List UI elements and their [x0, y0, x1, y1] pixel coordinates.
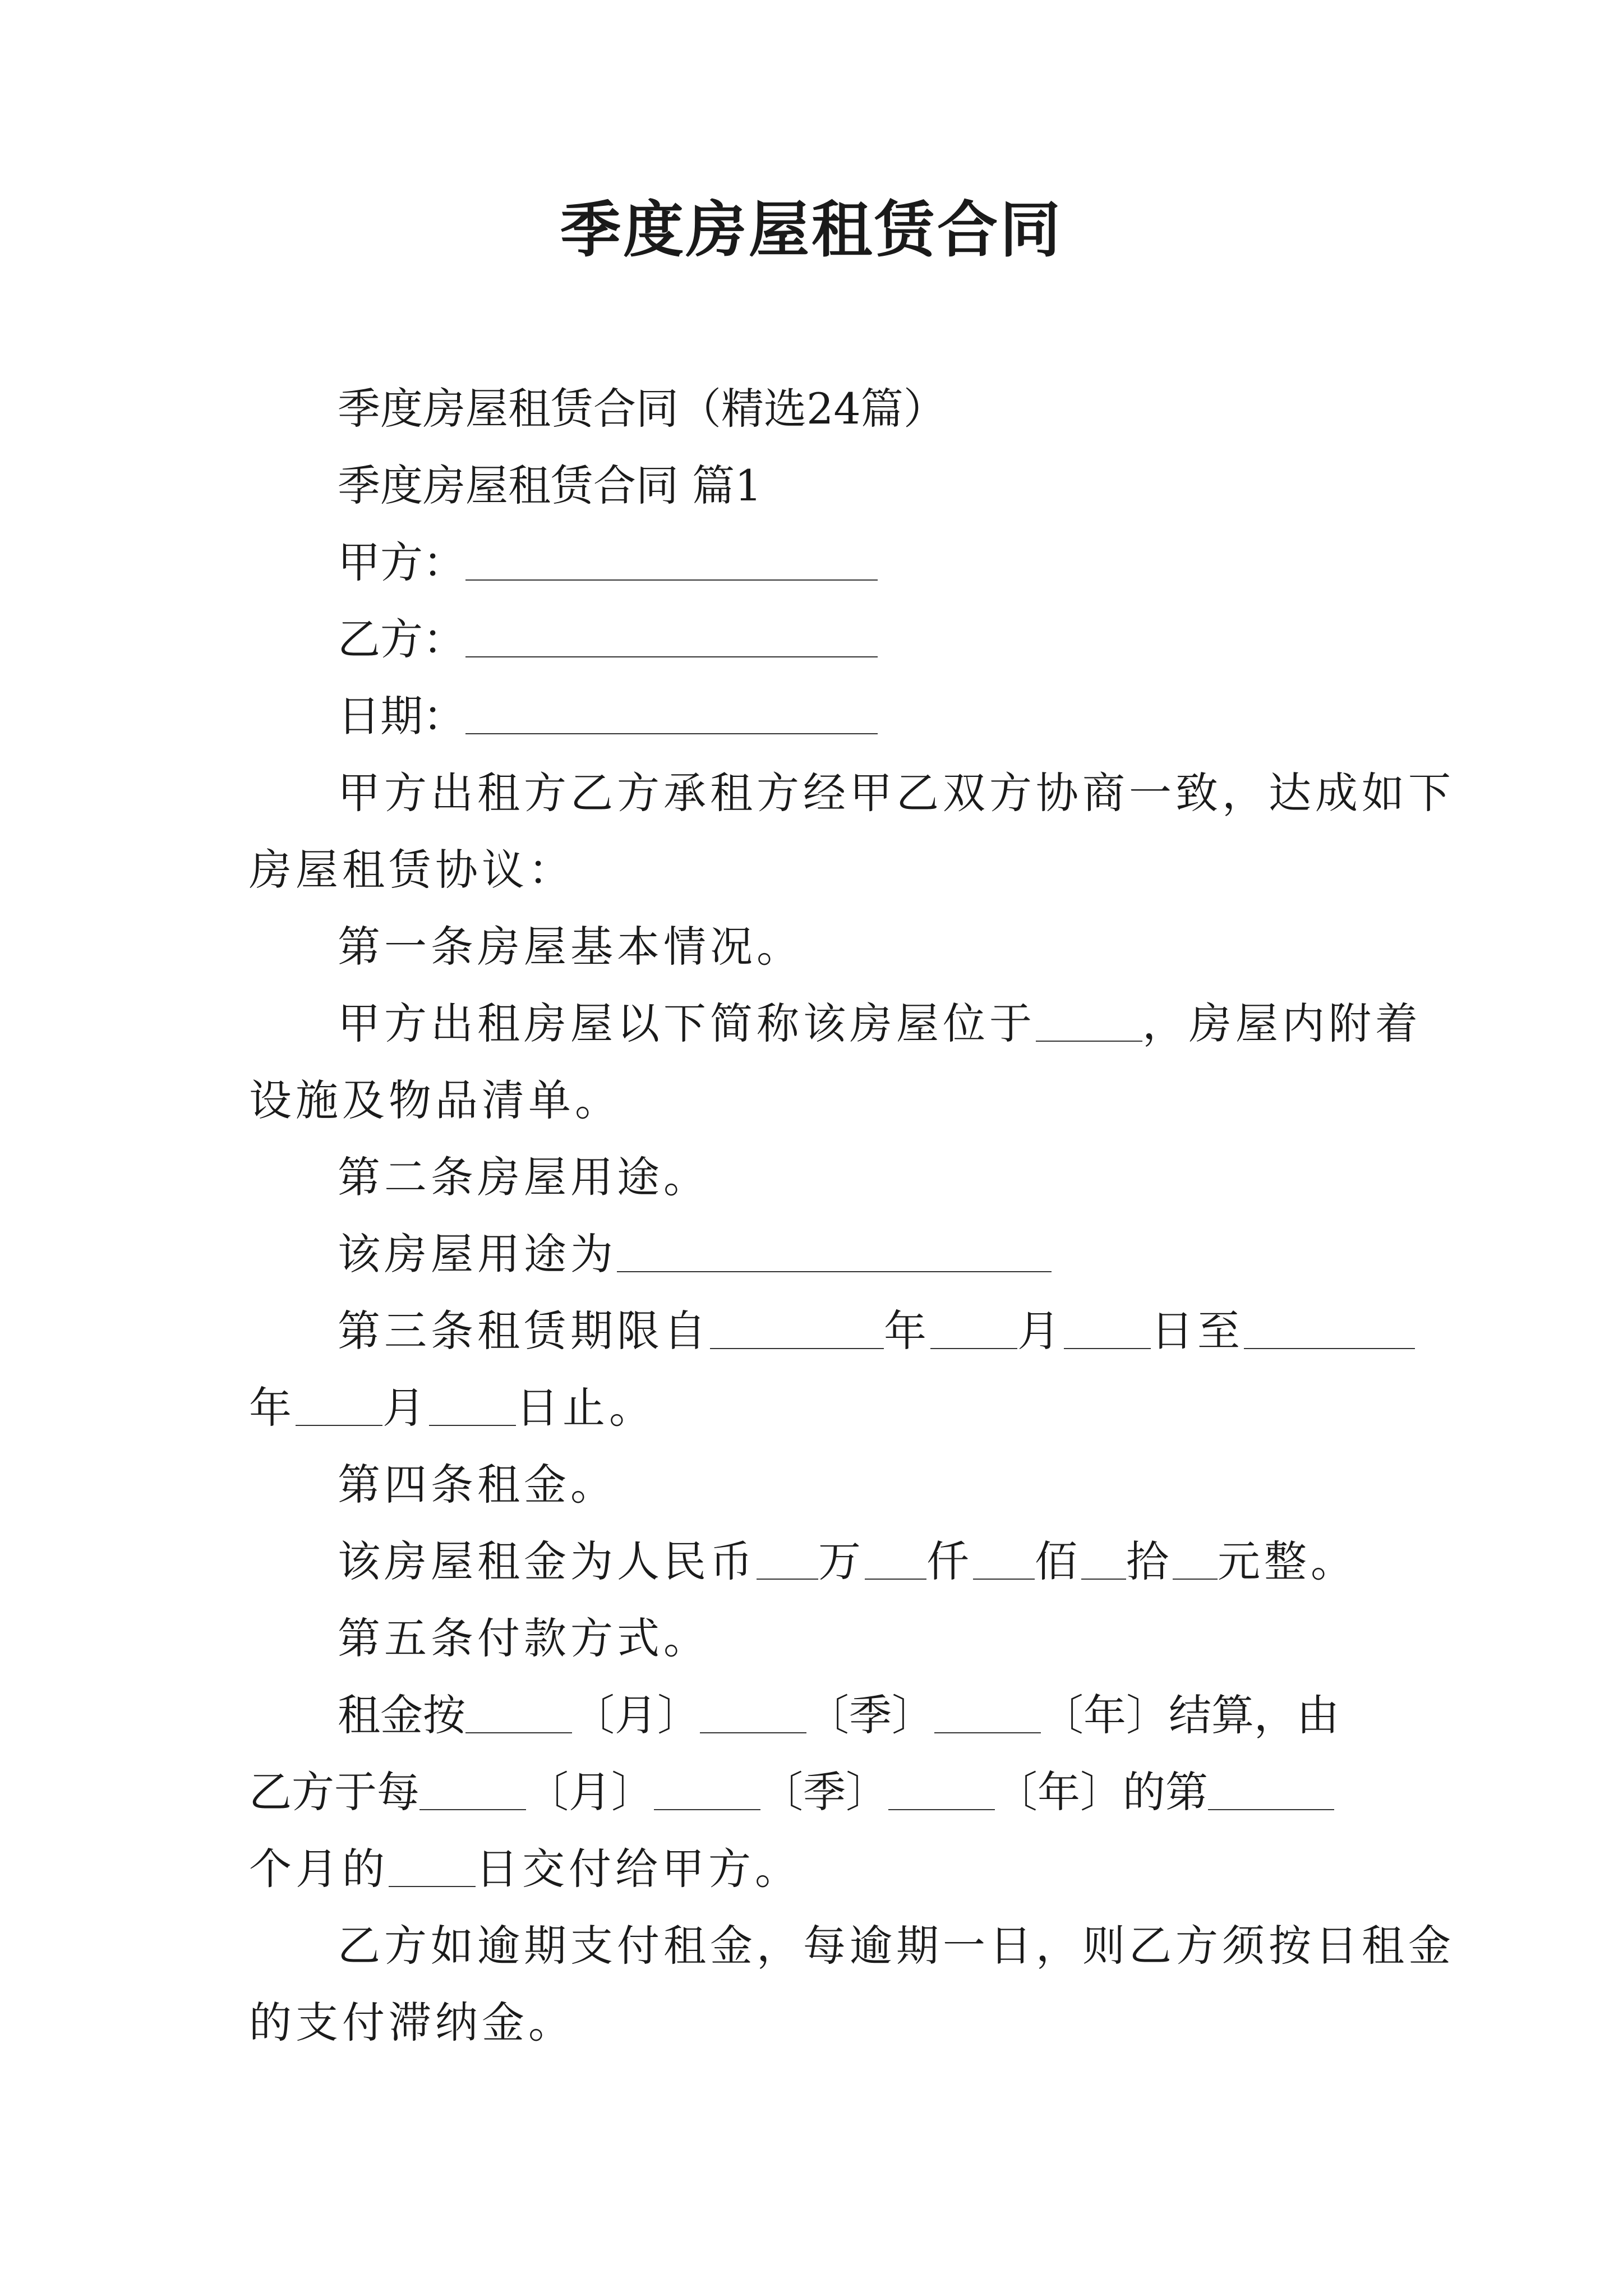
- party-a-blank: [465, 579, 878, 581]
- qian-label: 仟: [926, 1536, 973, 1586]
- usage-blank: [617, 1271, 1052, 1272]
- intro-paragraph-line2: 房屋租赁协议：: [249, 845, 575, 895]
- tenant-each-label: 乙方于每: [249, 1767, 419, 1817]
- date-blank: [465, 733, 878, 734]
- article1-text-line2: 设施及物品清单。: [249, 1075, 621, 1125]
- rent-by-label: 租金按: [338, 1690, 465, 1740]
- day-end-label: 日止。: [516, 1383, 656, 1433]
- season-choice-blank: [700, 1732, 806, 1733]
- document-body: [249, 370, 1455, 2061]
- start-month-blank: [930, 1347, 1017, 1349]
- intro-paragraph-line1: 甲方出租方乙方承租方经甲乙双方协商一致，达成如下: [338, 768, 1455, 818]
- end-day-blank: [429, 1424, 516, 1426]
- year-choice-blank: [934, 1732, 1041, 1733]
- pay-day-blank: [389, 1885, 476, 1887]
- article2-heading: 第二条房屋用途。: [338, 1152, 710, 1202]
- article1-text-b: ，房屋内附着: [1142, 999, 1422, 1048]
- unit-month: 〔月〕: [572, 1690, 700, 1740]
- section-heading: 季度房屋租赁合同 篇1: [338, 461, 762, 510]
- article3-line2: [249, 1369, 1385, 1446]
- party-a-line: [249, 524, 1385, 601]
- month-choice-blank: [465, 1732, 572, 1733]
- settle-label: 结算，由: [1169, 1690, 1339, 1740]
- article4-heading: 第四条租金。: [338, 1460, 617, 1510]
- start-year-blank: [710, 1347, 884, 1349]
- yuan-label: 元整。: [1218, 1536, 1357, 1586]
- article3-line1: [249, 1292, 1385, 1369]
- article2-text: [249, 1216, 1385, 1292]
- date-line: [249, 678, 1385, 754]
- end-year-blank: [1244, 1347, 1415, 1349]
- year-choice-blank-2: [888, 1809, 995, 1810]
- late-fee-line1: 乙方如逾期支付租金，每逾期一日，则乙方须按日租金: [338, 1921, 1455, 1971]
- party-b-label: 乙方：: [338, 614, 465, 664]
- month-label: 月: [1017, 1306, 1064, 1356]
- unit-month-2: 〔月〕: [526, 1767, 654, 1817]
- article1-text-line1: [249, 985, 1422, 1062]
- ordinal-blank: [1208, 1809, 1334, 1810]
- party-a-label: 甲方：: [338, 537, 465, 587]
- day-to-label: 日至: [1151, 1306, 1244, 1356]
- end-month-blank: [296, 1424, 382, 1426]
- article4-text: [249, 1523, 1385, 1600]
- wan-label: 万: [818, 1536, 865, 1586]
- date-label: 日期：: [338, 691, 465, 741]
- bai-label: 佰: [1035, 1536, 1081, 1586]
- unit-season: 〔季〕: [806, 1690, 934, 1740]
- yuan-blank: [1173, 1578, 1218, 1580]
- shi-label: 拾: [1126, 1536, 1173, 1586]
- month-of-label: 个月的: [249, 1844, 389, 1894]
- article5-line1: [249, 1677, 1385, 1754]
- month-choice-blank-2: [419, 1809, 526, 1810]
- pay-to-label: 日交付给甲方。: [476, 1844, 801, 1894]
- article2-label: 该房屋用途为: [338, 1229, 617, 1279]
- article5-heading: 第五条付款方式。: [338, 1613, 710, 1663]
- late-fee-line2: 的支付滞纳金。: [249, 1998, 575, 2047]
- party-b-blank: [465, 656, 878, 657]
- qian-blank: [865, 1578, 926, 1580]
- article1-heading: 第一条房屋基本情况。: [338, 922, 803, 972]
- year-label: 年: [884, 1306, 930, 1356]
- article1-text-a: 甲方出租房屋以下简称该房屋位于: [338, 999, 1036, 1048]
- article5-line3: [249, 1830, 1385, 1907]
- unit-season-2: 〔季〕: [760, 1767, 888, 1817]
- address-blank: [1036, 1040, 1142, 1042]
- bai-blank: [973, 1578, 1035, 1580]
- wan-blank: [757, 1578, 818, 1580]
- ordinal-label: 的第: [1123, 1767, 1208, 1817]
- party-b-line: [249, 601, 1385, 678]
- article3-start: 第三条租赁期限自: [338, 1306, 710, 1356]
- article5-line2: [249, 1754, 1385, 1830]
- unit-year-2: 〔年〕: [995, 1767, 1123, 1817]
- rent-label: 该房屋租金为人民币: [338, 1536, 757, 1586]
- start-day-blank: [1064, 1347, 1151, 1349]
- subtitle-line: 季度房屋租赁合同（精选24篇）: [338, 384, 946, 434]
- shi-blank: [1081, 1578, 1126, 1580]
- month-label-2: 月: [382, 1383, 429, 1433]
- year-label-2: 年: [249, 1383, 296, 1433]
- unit-year: 〔年〕: [1041, 1690, 1169, 1740]
- document-title: 季度房屋租赁合同: [560, 195, 1063, 265]
- season-choice-blank-2: [654, 1809, 760, 1810]
